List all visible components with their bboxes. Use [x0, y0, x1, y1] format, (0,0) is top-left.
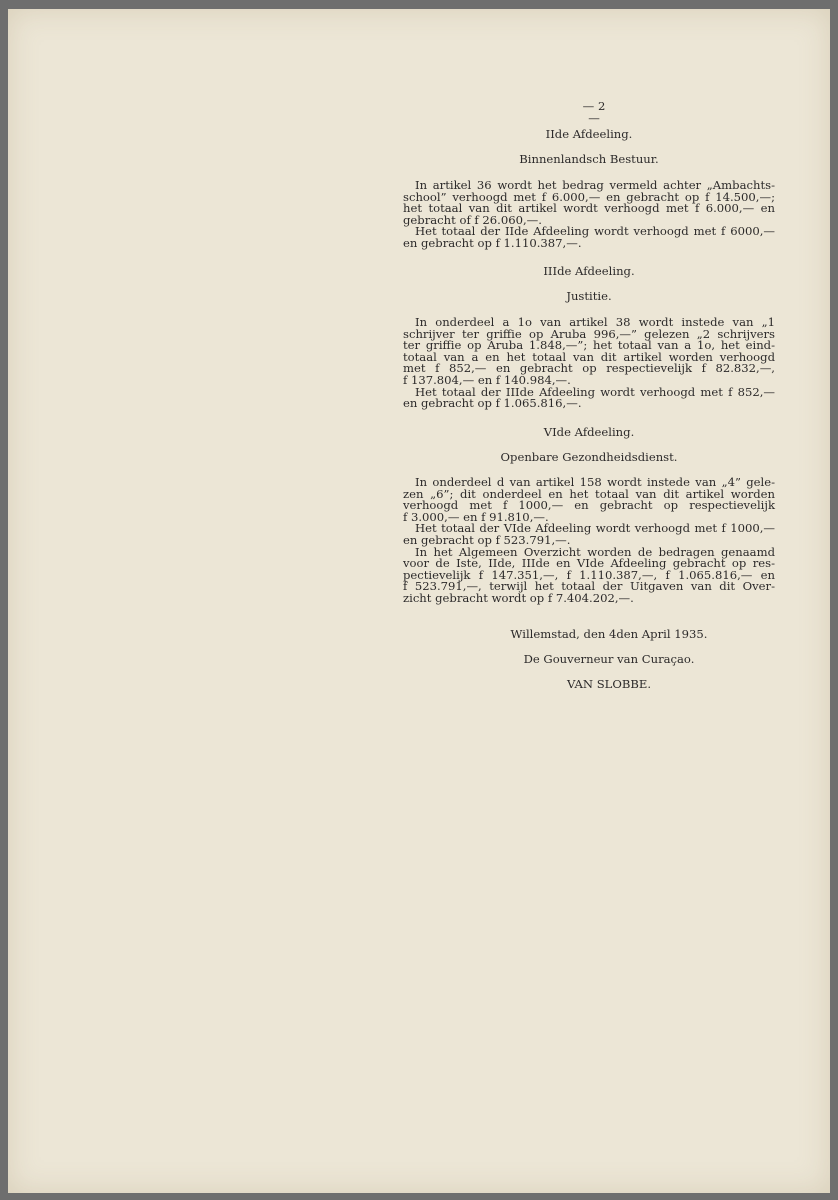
section-subtitle-openbare-gezondheidsdienst: Openbare Gezondheidsdienst.: [500, 450, 678, 464]
text-line: In artikel 36 wordt het bedrag vermeld achter „Ambachts-: [415, 178, 775, 192]
signatory-office: De Gouverneur van Curaçao.: [523, 652, 695, 666]
text-line: verhoogd met f 1000,— en gebracht op respectievelijk: [403, 498, 775, 513]
paragraph: [403, 317, 775, 387]
text-line: In onderdeel a 1o van artikel 38 wordt instede van „1: [415, 315, 775, 329]
section-subtitle-justitie: Justitie.: [566, 289, 612, 303]
text-line: met f 852,— en gebracht op respectievelijk f 82.832,—,: [403, 361, 775, 376]
paragraph: [403, 226, 775, 249]
text-line: ter griffie op Aruba 1.848,—”; het totaal van a 1o, het eind-: [403, 338, 775, 353]
text-line: In onderdeel d van artikel 158 wordt instede van „4” gele-: [415, 475, 775, 489]
paragraph: [403, 180, 775, 226]
text-line: In het Algemeen Overzicht worden de bedragen genaamd: [415, 544, 775, 559]
section-subtitle-binnenlandsch-bestuur: Binnenlandsch Bestuur.: [519, 152, 659, 166]
text-line: en gebracht op f 1.065.816,—.: [403, 396, 582, 411]
text-line: het totaal van dit artikel wordt verhoogd met f 6.000,— en: [403, 201, 775, 216]
section-title-vide: VIde Afdeeling.: [543, 425, 635, 439]
place-date: Willemstad, den 4den April 1935.: [510, 627, 708, 641]
text-line: zen „6”; dit onderdeel en het totaal van dit artikel worden: [403, 486, 775, 501]
paragraph: [403, 523, 775, 546]
paragraph: [403, 477, 775, 523]
section-title-iiide: IIIde Afdeeling.: [543, 264, 635, 278]
text-line: schrijver ter griffie op Aruba 996,—” gelezen „2 schrijvers: [403, 326, 775, 341]
text-line: totaal van a en het totaal van dit artikel worden verhoogd: [403, 349, 775, 364]
text-line: Het totaal der VIde Afdeeling wordt verhoogd met f 1000,—: [415, 521, 775, 536]
text-line: f 137.804,— en f 140.984,—.: [403, 372, 571, 387]
document-page: [8, 9, 830, 1193]
text-line: gebracht of f 26.060,—.: [403, 212, 542, 227]
section-title-iide: IIde Afdeeling.: [545, 127, 633, 141]
text-line: Het totaal der IIde Afdeeling wordt verhoogd met f 6000,—: [415, 224, 775, 239]
page-number: — 2 —: [582, 99, 606, 125]
text-line: voor de Iste, IIde, IIIde en VIde Afdeeling gebracht op res-: [403, 556, 775, 571]
text-line: zicht gebracht wordt op f 7.404.202,—.: [403, 590, 634, 605]
text-line: f 3.000,— en f 91.810,—.: [403, 509, 549, 524]
text-line: pectievelijk f 147.351,—, f 1.110.387,—, f 1.065.816,— en: [403, 567, 775, 582]
text-line: Het totaal der IIIde Afdeeling wordt verhoogd met f 852,—: [415, 384, 775, 399]
paragraph: [403, 384, 775, 411]
signatory-name: VAN SLOBBE.: [566, 677, 652, 691]
text-line: en gebracht op f 1.110.387,—.: [403, 235, 582, 250]
text-line: f 523.791,—, terwijl het totaal der Uitgaven van dit Over-: [403, 579, 775, 594]
text-line: en gebracht op f 523.791,—.: [403, 532, 571, 547]
text-line: school” verhoogd met f 6.000,— en gebracht op f 14.500,—;: [403, 189, 775, 204]
paragraph: [403, 544, 775, 605]
